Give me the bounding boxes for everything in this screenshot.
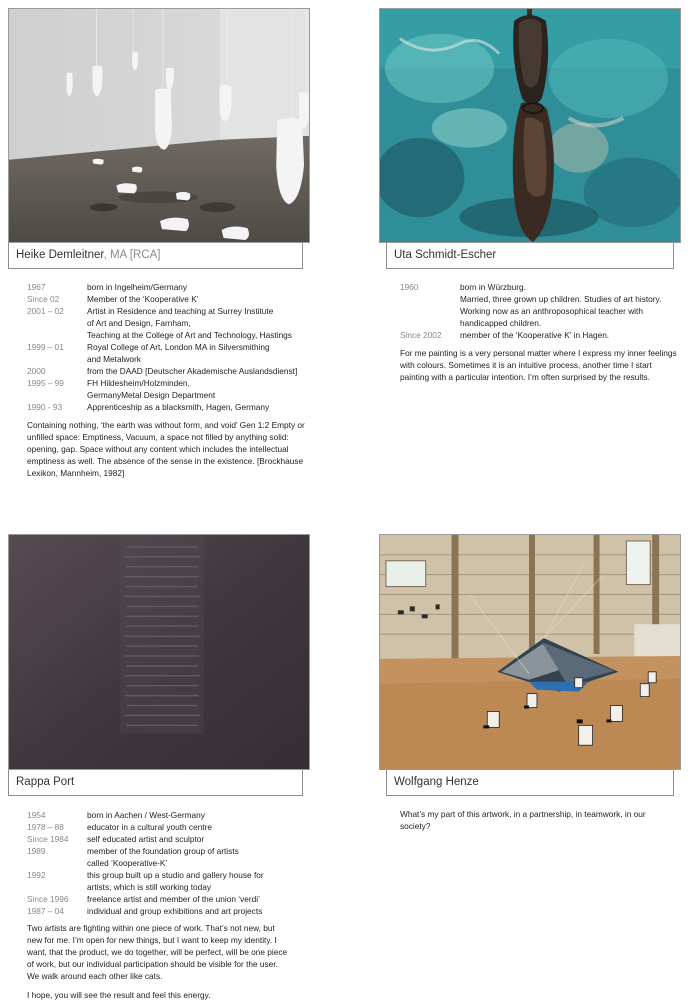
artwork-photo-barn-installation bbox=[379, 534, 681, 770]
bio-text: Royal College of Art, London MA in Silversmithing bbox=[87, 342, 270, 352]
artist-name: Uta Schmidt-Escher bbox=[394, 249, 497, 261]
statement-paragraph: I hope, you will see the result and feel this energy. bbox=[27, 990, 211, 1000]
bio-text: freelance artist and member of the union ‘verdi’ bbox=[87, 894, 260, 904]
bio-year: 1989 bbox=[27, 846, 46, 856]
artwork-photo-hanging-hands bbox=[8, 8, 310, 243]
bio-entry bbox=[27, 833, 322, 845]
bio-year: Since 2002 bbox=[400, 330, 442, 340]
bio-text: and Metalwork bbox=[87, 354, 141, 364]
bio-entry bbox=[27, 281, 322, 293]
artist-statement bbox=[400, 808, 662, 832]
bio-text: educator in a cultural youth centre bbox=[87, 822, 212, 832]
bio-year: Since 1996 bbox=[27, 894, 69, 904]
bio-entry bbox=[27, 809, 322, 821]
bio-entry bbox=[400, 281, 685, 329]
artist-biography bbox=[27, 809, 322, 917]
artist-name: Wolfgang Henze bbox=[394, 776, 479, 788]
bio-entry bbox=[27, 821, 322, 833]
bio-text: handicapped children. bbox=[460, 318, 542, 328]
bio-year: 1992 bbox=[27, 870, 46, 880]
bio-text: individual and group exhibitions and art projects bbox=[87, 906, 263, 916]
artist-name-bar bbox=[8, 243, 303, 269]
artist-statement bbox=[27, 922, 289, 1000]
artist-name-bar bbox=[386, 770, 674, 796]
bio-year: Since 02 bbox=[27, 294, 60, 304]
artist-name-bar bbox=[8, 770, 303, 796]
bio-year: 1954 bbox=[27, 810, 46, 820]
bio-entry bbox=[400, 329, 685, 341]
bio-year: 1978 – 88 bbox=[27, 822, 64, 832]
bio-text: Married, three grown up children. Studies of art history. bbox=[460, 294, 662, 304]
statement-paragraph: Two artists are fighting within one piece of work. That’s not new, but new for me. I’m open for new things, but I want to keep my identity. I want, that the product, we do together, will be perfect, will be one piece of work, but our individual participation should be visible for the user. We walk around each other like cats. bbox=[27, 923, 288, 981]
artwork-photo-dark-painting bbox=[8, 534, 310, 770]
bio-text: Member of the ‘Kooperative K’ bbox=[87, 294, 199, 304]
bio-text: Artist in Residence and teaching at Surrey Institute bbox=[87, 306, 274, 316]
bio-text: member of the ‘Kooperative K’ in Hagen. bbox=[460, 330, 610, 340]
artwork-photo-shoe-painting bbox=[379, 8, 681, 243]
bio-entry bbox=[27, 905, 322, 917]
bio-year: 2001 – 02 bbox=[27, 306, 64, 316]
artist-statement bbox=[27, 419, 319, 479]
bio-year: 1967 bbox=[27, 282, 46, 292]
bio-entry bbox=[27, 869, 322, 893]
statement-paragraph: For me painting is a very personal matter where I express my inner feelings with colours. Sometimes it is an intuitive process, another time I start painting with a particular intention. I’m often surprised by the results. bbox=[400, 348, 677, 382]
artist-name: Rappa Port bbox=[16, 776, 75, 788]
bio-entry bbox=[27, 293, 322, 305]
bio-text: born in Ingelheim/Germany bbox=[87, 282, 188, 292]
bio-year: 2000 bbox=[27, 366, 46, 376]
statement-paragraph: Containing nothing, ‘the earth was without form, and void’ Gen 1:2 Empty or unfilled space: Emptiness, Vacuum, a space not filled by anything solid: opening, gap. Space without any content which includes the intellectual emptiness as well. The absence of the sense in the existence. [Brockhause Lexikon, Mannheim, 1982] bbox=[27, 420, 305, 478]
bio-text: of Art and Design, Farnham, bbox=[87, 318, 191, 328]
bio-year: Since 1984 bbox=[27, 834, 69, 844]
artist-name: Heike Demleitner bbox=[16, 249, 104, 261]
bio-text: born in Würzburg. bbox=[460, 282, 526, 292]
bio-text: from the DAAD [Deutscher Akademische Auslandsdienst] bbox=[87, 366, 298, 376]
bio-year: 1987 – 04 bbox=[27, 906, 64, 916]
bio-text: born in Aachen / West-Germany bbox=[87, 810, 205, 820]
bio-entry bbox=[27, 845, 322, 869]
bio-text: GermanyMetal Design Department bbox=[87, 390, 216, 400]
bio-entry bbox=[27, 893, 322, 905]
bio-text: member of the foundation group of artists bbox=[87, 846, 239, 856]
bio-text: Working now as an anthroposophical teacher with bbox=[460, 306, 643, 316]
bio-year: 1960 bbox=[400, 282, 419, 292]
bio-text: this group built up a studio and gallery house for bbox=[87, 870, 264, 880]
bio-entry bbox=[27, 305, 322, 341]
bio-text: Apprenticeship as a blacksmith, Hagen, Germany bbox=[87, 402, 270, 412]
bio-year: 1990 - 93 bbox=[27, 402, 63, 412]
bio-text: Teaching at the College of Art and Technology, Hastings bbox=[87, 330, 292, 340]
statement-paragraph: What’s my part of this artwork, in a partnership, in teamwork, in our society? bbox=[400, 809, 646, 831]
artist-degree: , MA [RCA] bbox=[103, 249, 161, 261]
artist-biography bbox=[400, 281, 685, 341]
bio-text: self educated artist and sculptor bbox=[87, 834, 205, 844]
bio-year: 1995 – 99 bbox=[27, 378, 64, 388]
bio-entry bbox=[27, 401, 322, 413]
bio-entry bbox=[27, 365, 322, 377]
bio-entry bbox=[27, 377, 322, 401]
bio-year: 1999 – 01 bbox=[27, 342, 64, 352]
artist-biography bbox=[27, 281, 322, 413]
artist-name-bar bbox=[386, 243, 674, 269]
bio-text: called ‘Kooperative-K’ bbox=[87, 858, 168, 868]
bio-text: artists, which is still working today bbox=[87, 882, 212, 892]
bio-entry bbox=[27, 341, 322, 365]
artist-statement bbox=[400, 347, 682, 383]
bio-text: FH Hildesheim/Holzminden, bbox=[87, 378, 190, 388]
